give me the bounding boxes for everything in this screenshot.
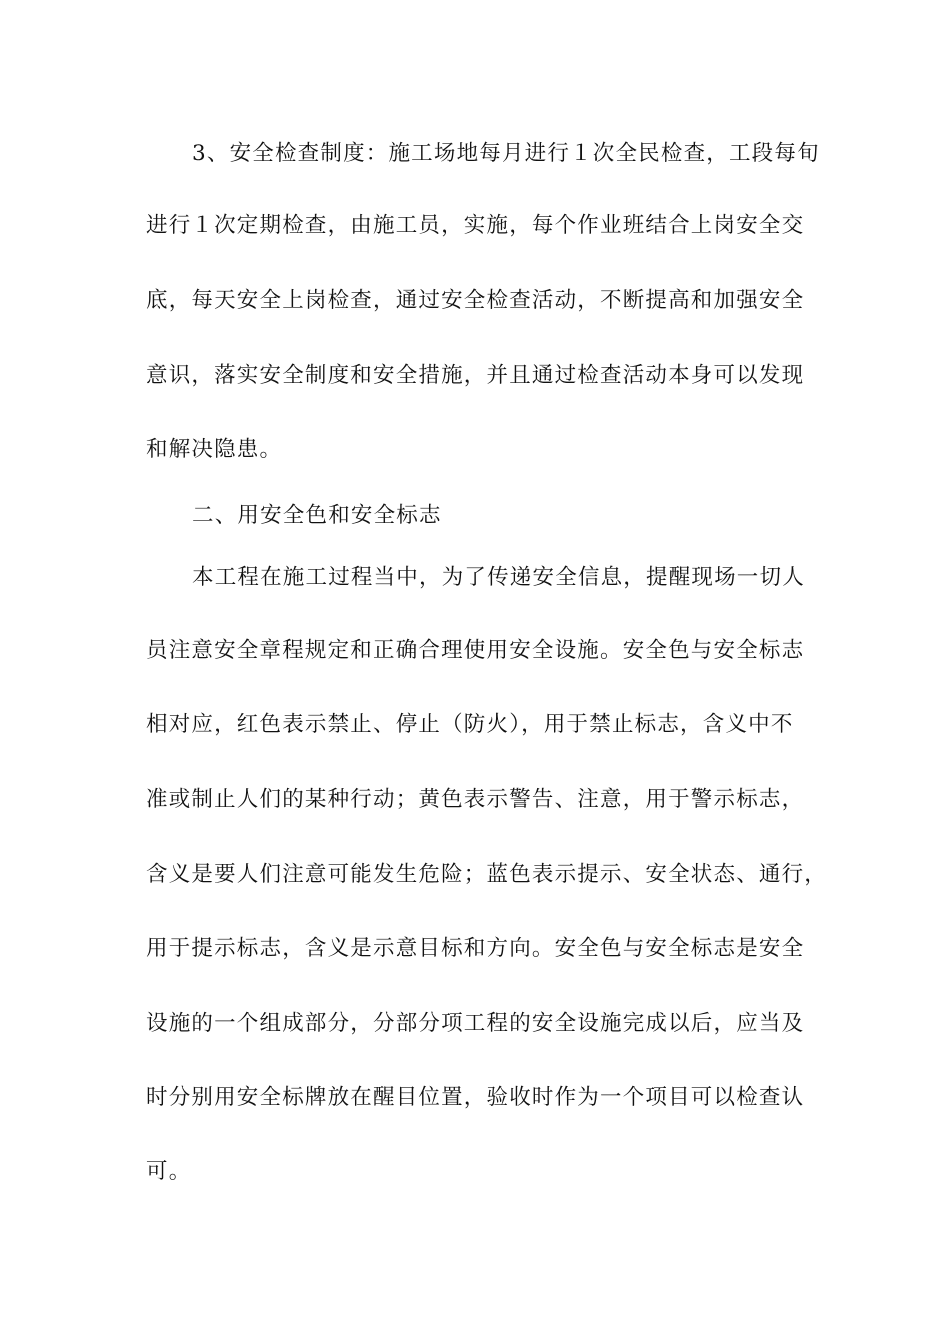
paragraph-2-line-6: 用于提示标志，含义是示意目标和方向。安全色与安全标志是安全 xyxy=(146,936,805,961)
paragraph-1-line-1: 3、安全检查制度：施工场地每月进行１次全民检查，工段每旬 xyxy=(192,141,820,166)
paragraph-2-line-2: 员注意安全章程规定和正确合理使用安全设施。安全色与安全标志 xyxy=(146,638,805,663)
paragraph-1-line-3: 底，每天安全上岗检查，通过安全检查活动，不断提高和加强安全 xyxy=(146,288,805,313)
paragraph-2-line-9: 可。 xyxy=(146,1159,192,1184)
paragraph-2-line-4: 准或制止人们的某种行动；黄色表示警告、注意，用于警示标志， xyxy=(146,787,805,812)
paragraph-1-line-4: 意识，落实安全制度和安全措施，并且通过检查活动本身可以发现 xyxy=(146,363,805,388)
paragraph-2-line-8: 时分别用安全标牌放在醒目位置，验收时作为一个项目可以检查认 xyxy=(146,1085,805,1110)
paragraph-2-line-5: 含义是要人们注意可能发生危险；蓝色表示提示、安全状态、通行， xyxy=(146,862,828,887)
paragraph-1-line-2: 进行１次定期检查，由施工员，实施，每个作业班结合上岗安全交 xyxy=(146,213,805,238)
paragraph-2-line-7: 设施的一个组成部分，分部分项工程的安全设施完成以后，应当及 xyxy=(146,1011,805,1036)
section-heading: 二、用安全色和安全标志 xyxy=(192,503,442,528)
paragraph-2-line-1: 本工程在施工过程当中，为了传递安全信息，提醒现场一切人 xyxy=(192,565,805,590)
paragraph-1-line-5: 和解决隐患。 xyxy=(146,437,283,462)
paragraph-2-line-3: 相对应，红色表示禁止、停止（防火），用于禁止标志，含义中不 xyxy=(146,712,794,737)
